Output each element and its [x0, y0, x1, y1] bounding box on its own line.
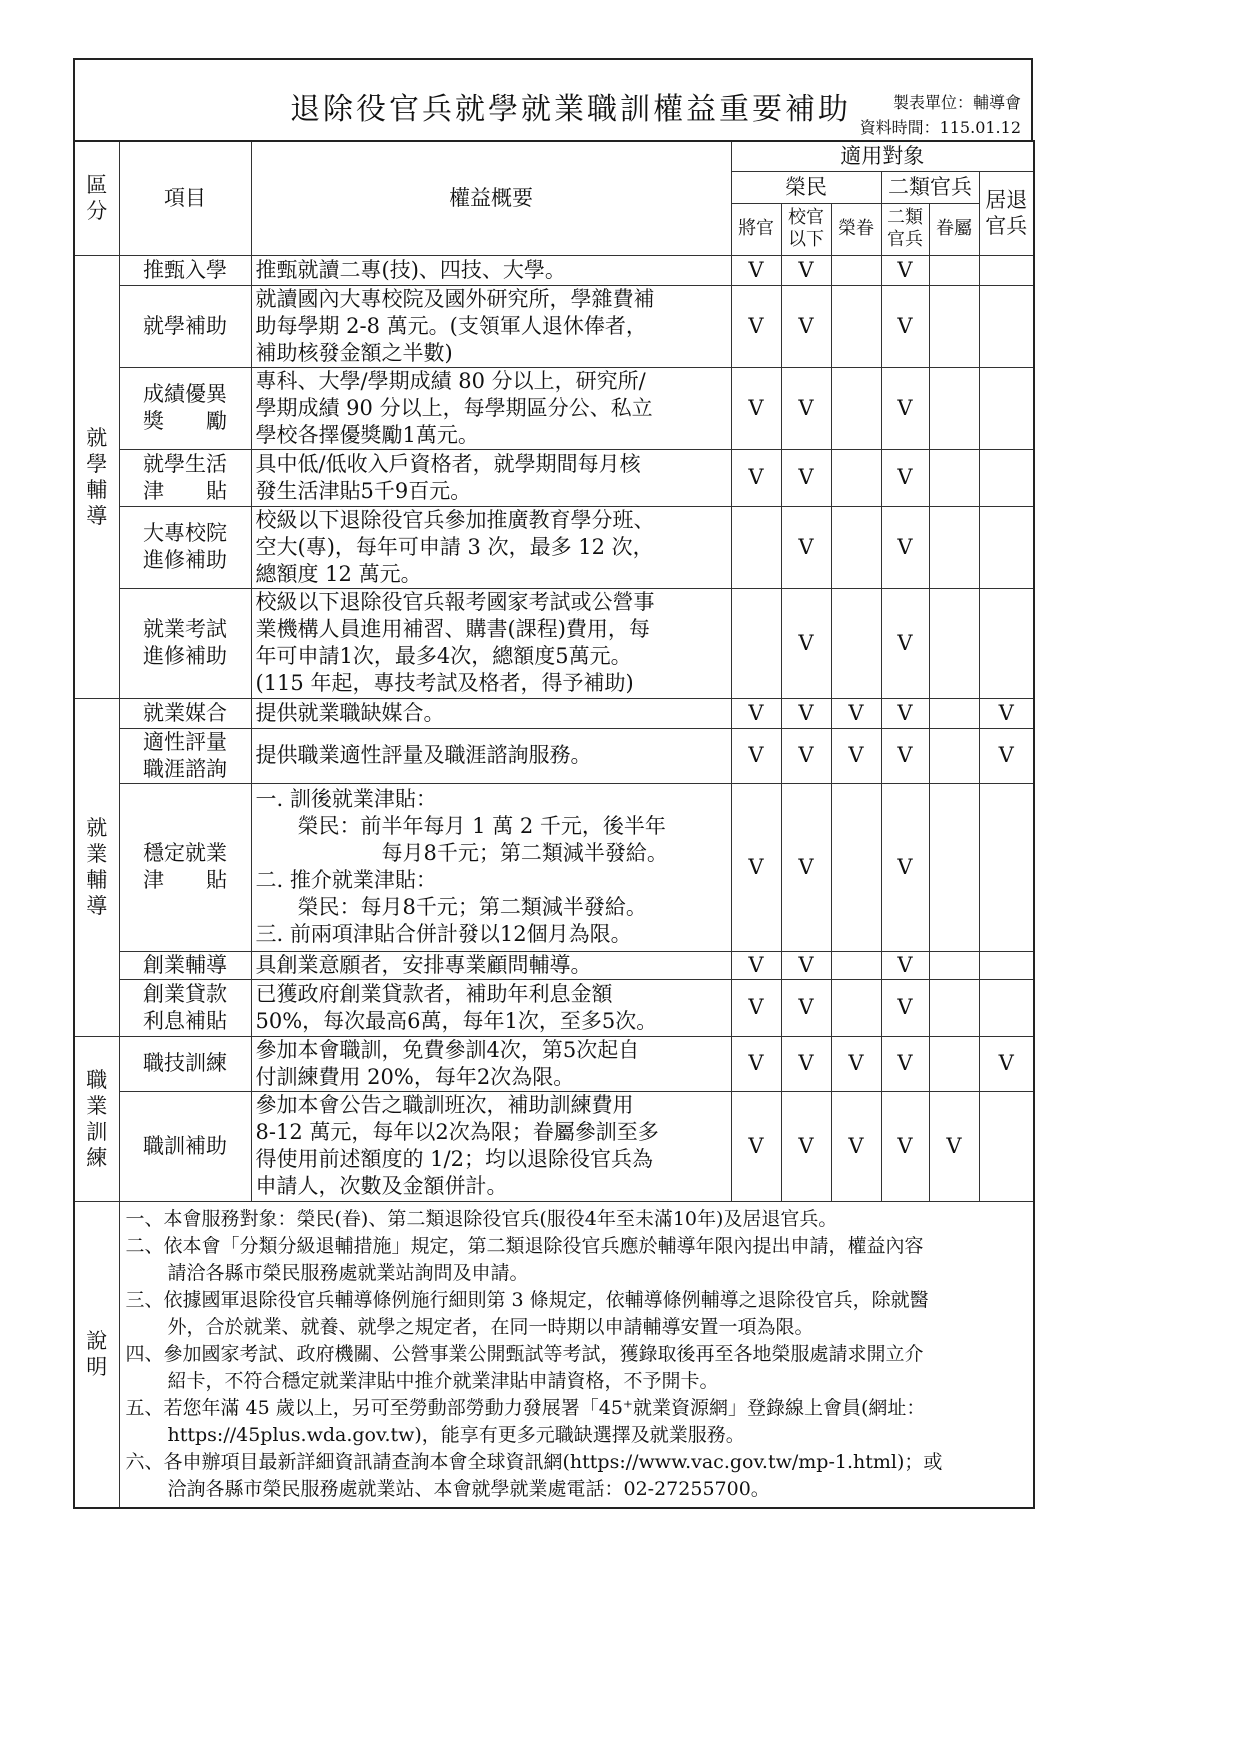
eligibility-mark — [831, 367, 881, 449]
header-veterans: 榮民 — [731, 171, 881, 203]
eligibility-mark: V — [781, 783, 831, 951]
eligibility-mark — [979, 1091, 1034, 1201]
header-col — [831, 203, 881, 255]
benefit-summary — [251, 951, 731, 979]
note-line: 四、參加國家考試、政府機關、公營事業公開甄試等考試，獲錄取後再至各地榮服處請求開立介 — [125, 1342, 924, 1365]
notes-content — [119, 1201, 1034, 1508]
summary-line: 空大(專)，每年可申請 3 次，最多 12 次， — [255, 534, 654, 559]
eligibility-mark — [929, 728, 979, 783]
table-row — [74, 506, 1034, 588]
summary-line: 提供就業職缺媒合。 — [255, 700, 445, 725]
eligibility-mark — [929, 449, 979, 506]
item-line: 進修補助 — [143, 644, 227, 668]
header-col — [929, 203, 979, 255]
table-row — [74, 783, 1034, 951]
eligibility-mark: V — [731, 255, 781, 285]
eligibility-mark: V — [881, 588, 929, 698]
eligibility-mark: V — [781, 367, 831, 449]
item-name — [119, 506, 251, 588]
summary-line: 申請人，次數及金額併計。 — [255, 1174, 508, 1198]
summary-line: 發生活津貼5千9百元。 — [255, 478, 472, 503]
header-col-line: 校官 — [788, 207, 824, 228]
note-line: 外，合於就業、就養、就學之規定者，在同一時期以申請輔導安置一項為限。 — [167, 1315, 814, 1338]
item-line: 推甄入學 — [143, 257, 227, 282]
eligibility-mark — [831, 783, 881, 951]
eligibility-mark — [979, 506, 1034, 588]
header-col-line: 官兵 — [887, 229, 923, 250]
summary-line: 一. 訓後就業津貼： — [255, 787, 437, 811]
document-sheet — [73, 58, 1033, 1509]
summary-line: 8-12 萬元，每年以2次為限；眷屬參訓至多 — [255, 1120, 659, 1144]
eligibility-mark: V — [731, 728, 781, 783]
summary-line: 榮民：每月8千元；第二類減半發給。 — [255, 895, 647, 919]
table-row — [74, 979, 1034, 1036]
page-title: 退除役官兵就學就業職訓權益重要補助 — [290, 92, 851, 127]
summary-line: (115 年起，專技考試及格者，得予補助) — [255, 671, 634, 695]
item-name — [119, 449, 251, 506]
table-row — [74, 449, 1034, 506]
eligibility-mark: V — [831, 698, 881, 728]
item-line: 就業考試 — [143, 617, 227, 641]
eligibility-mark: V — [881, 979, 929, 1036]
item-line: 大專校院 — [143, 521, 227, 545]
note-line: 一、本會服務對象：榮民(眷)、第二類退除役官兵(服役4年至未滿10年)及居退官兵。 — [125, 1207, 838, 1230]
item-line: 獎 勵 — [143, 409, 227, 433]
item-line: 成績優異 — [143, 382, 227, 406]
header-retired-line: 居退 — [985, 188, 1028, 212]
eligibility-mark — [979, 588, 1034, 698]
benefits-table — [73, 140, 1035, 1509]
eligibility-mark — [929, 783, 979, 951]
summary-line: 學期成績 90 分以上，每學期區分公、私立 — [255, 395, 653, 420]
eligibility-mark: V — [781, 698, 831, 728]
summary-line: 榮民：前半年每月 1 萬 2 千元，後半年 — [255, 814, 666, 838]
item-line: 職訓補助 — [143, 1133, 227, 1158]
eligibility-mark — [731, 506, 781, 588]
eligibility-mark: V — [781, 1036, 831, 1091]
header-item: 項目 — [119, 141, 251, 255]
summary-line: 就讀國內大專校院及國外研究所，學雜費補 — [255, 286, 655, 311]
item-name — [119, 1036, 251, 1091]
header-col — [731, 203, 781, 255]
benefit-summary — [251, 783, 731, 951]
item-line: 進修補助 — [143, 548, 227, 572]
summary-line: 助每學期 2-8 萬元。(支領軍人退休俸者， — [255, 313, 647, 338]
header-second-class: 二類官兵 — [881, 171, 979, 203]
eligibility-mark: V — [781, 588, 831, 698]
eligibility-mark: V — [731, 367, 781, 449]
eligibility-mark: V — [831, 728, 881, 783]
header-col-line: 將官 — [738, 218, 774, 239]
eligibility-mark: V — [731, 285, 781, 367]
eligibility-mark: V — [731, 1036, 781, 1091]
eligibility-mark: V — [881, 285, 929, 367]
eligibility-mark: V — [781, 449, 831, 506]
header-category: 區分 — [74, 141, 119, 255]
eligibility-mark — [929, 255, 979, 285]
table-row — [74, 255, 1034, 285]
benefit-summary — [251, 449, 731, 506]
eligibility-mark: V — [881, 255, 929, 285]
header-retired — [979, 171, 1034, 255]
eligibility-mark: V — [781, 285, 831, 367]
notes-label — [74, 1201, 119, 1508]
eligibility-mark: V — [881, 506, 929, 588]
item-line: 津 貼 — [143, 478, 227, 503]
item-name — [119, 367, 251, 449]
header-col — [881, 203, 929, 255]
eligibility-mark — [831, 506, 881, 588]
header-col-line: 二類 — [887, 207, 923, 228]
eligibility-mark — [731, 588, 781, 698]
eligibility-mark — [831, 951, 881, 979]
eligibility-mark: V — [781, 255, 831, 285]
summary-line: 得使用前述額度的 1/2；均以退除役官兵為 — [255, 1147, 653, 1171]
section-name: 職業訓練 — [86, 1067, 108, 1170]
table-row — [74, 1091, 1034, 1201]
table-row — [74, 1036, 1034, 1091]
eligibility-mark — [979, 951, 1034, 979]
eligibility-mark: V — [881, 728, 929, 783]
summary-line: 已獲政府創業貸款者，補助年利息金額 — [255, 981, 613, 1006]
table-row — [74, 367, 1034, 449]
benefit-summary — [251, 698, 731, 728]
note-line: https://45plus.wda.gov.tw)，能享有更多元職缺選擇及就業服務。 — [167, 1423, 745, 1446]
item-line: 職技訓練 — [143, 1051, 227, 1075]
summary-line: 學校各擇優獎勵1萬元。 — [255, 422, 479, 447]
eligibility-mark — [979, 255, 1034, 285]
eligibility-mark: V — [731, 951, 781, 979]
eligibility-mark — [831, 449, 881, 506]
eligibility-mark — [979, 783, 1034, 951]
eligibility-mark: V — [731, 783, 781, 951]
summary-line: 推甄就讀二專(技)、四技、大學。 — [255, 257, 566, 282]
note-line: 三、依據國軍退除役官兵輔導條例施行細則第 3 條規定，依輔導條例輔導之退除役官兵，除就醫 — [125, 1288, 929, 1311]
eligibility-mark — [979, 449, 1034, 506]
summary-line: 具創業意願者，安排專業顧問輔導。 — [255, 952, 592, 977]
item-line: 職涯諮詢 — [143, 756, 227, 781]
eligibility-mark: V — [881, 1036, 929, 1091]
eligibility-mark: V — [881, 1091, 929, 1201]
eligibility-mark — [929, 951, 979, 979]
item-line: 創業輔導 — [143, 952, 227, 977]
issuing-unit: 製表單位：輔導會 — [892, 93, 1021, 112]
summary-line: 年可申請1次，最多4次，總額度5萬元。 — [255, 644, 632, 668]
benefit-summary — [251, 728, 731, 783]
eligibility-mark — [929, 588, 979, 698]
eligibility-mark: V — [731, 1091, 781, 1201]
eligibility-mark — [929, 698, 979, 728]
item-line: 利息補貼 — [143, 1008, 227, 1033]
item-name — [119, 979, 251, 1036]
summary-line: 二. 推介就業津貼： — [255, 868, 437, 892]
note-line: 紹卡，不符合穩定就業津貼中推介就業津貼申請資格，不予開卡。 — [167, 1369, 719, 1392]
table-row — [74, 588, 1034, 698]
section-1 — [74, 255, 119, 698]
summary-line: 參加本會公告之職訓班次，補助訓練費用 — [255, 1093, 634, 1117]
eligibility-mark — [979, 367, 1034, 449]
benefit-summary — [251, 1036, 731, 1091]
header-col-line: 眷屬 — [936, 218, 972, 239]
item-line: 適性評量 — [143, 729, 227, 754]
eligibility-mark: V — [731, 449, 781, 506]
eligibility-mark: V — [831, 1036, 881, 1091]
eligibility-mark: V — [731, 979, 781, 1036]
summary-line: 付訓練費用 20%，每年2次為限。 — [255, 1064, 575, 1089]
eligibility-mark: V — [979, 1036, 1034, 1091]
eligibility-mark: V — [979, 698, 1034, 728]
note-line: 五、若您年滿 45 歲以上，另可至勞動部勞動力發展署「45⁺就業資源網」登錄線上會員(網址： — [125, 1396, 926, 1419]
summary-line: 參加本會職訓，免費參訓4次，第5次起自 — [255, 1037, 640, 1062]
benefit-summary — [251, 979, 731, 1036]
item-line: 就學生活 — [143, 451, 227, 476]
benefit-summary — [251, 285, 731, 367]
item-line: 就學補助 — [143, 313, 227, 338]
table-row — [74, 951, 1034, 979]
eligibility-mark: V — [831, 1091, 881, 1201]
eligibility-mark: V — [881, 951, 929, 979]
benefit-summary — [251, 1091, 731, 1201]
header-col-line: 以下 — [788, 229, 824, 250]
header-summary: 權益概要 — [251, 141, 731, 255]
summary-line: 50%，每次最高6萬，每年1次，至多5次。 — [255, 1008, 658, 1033]
summary-line: 總額度 12 萬元。 — [255, 561, 422, 586]
table-row — [74, 698, 1034, 728]
section-2 — [74, 698, 119, 1036]
eligibility-mark — [831, 979, 881, 1036]
header-retired-line: 官兵 — [985, 214, 1028, 238]
benefit-summary — [251, 367, 731, 449]
summary-line: 業機構人員進用補習、購書(課程)費用，每 — [255, 617, 650, 641]
eligibility-mark — [831, 285, 881, 367]
summary-line: 校級以下退除役官兵報考國家考試或公營事 — [255, 590, 655, 614]
item-line: 穩定就業 — [143, 841, 227, 865]
section-3 — [74, 1036, 119, 1201]
header-col-line: 榮眷 — [838, 218, 874, 239]
header-applicable: 適用對象 — [731, 141, 1034, 171]
note-line: 六、各申辦項目最新詳細資訊請查詢本會全球資訊網(https://www.vac.gov.tw/mp-1.html)；或 — [125, 1450, 943, 1473]
eligibility-mark — [929, 506, 979, 588]
eligibility-mark — [831, 255, 881, 285]
eligibility-mark: V — [781, 1091, 831, 1201]
eligibility-mark: V — [781, 979, 831, 1036]
item-line: 津 貼 — [143, 868, 227, 892]
eligibility-mark — [929, 285, 979, 367]
item-name — [119, 588, 251, 698]
summary-line: 專科、大學/學期成績 80 分以上，研究所/ — [255, 368, 646, 393]
eligibility-mark: V — [979, 728, 1034, 783]
section-name: 就學輔導 — [86, 425, 108, 528]
eligibility-mark: V — [881, 367, 929, 449]
eligibility-mark — [929, 1036, 979, 1091]
eligibility-mark: V — [781, 951, 831, 979]
eligibility-mark: V — [781, 728, 831, 783]
table-row — [74, 728, 1034, 783]
title-box — [73, 58, 1033, 140]
item-name — [119, 783, 251, 951]
eligibility-mark — [979, 285, 1034, 367]
note-line: 二、依本會「分類分級退輔措施」規定，第二類退除役官兵應於輔導年限內提出申請，權益內容 — [125, 1234, 924, 1257]
summary-line: 提供職業適性評量及職涯諮詢服務。 — [255, 743, 592, 767]
eligibility-mark: V — [881, 783, 929, 951]
note-line: 洽詢各縣市榮民服務處就業站、本會就學就業處電話：02-27255700。 — [167, 1477, 770, 1500]
eligibility-mark: V — [731, 698, 781, 728]
eligibility-mark: V — [881, 449, 929, 506]
eligibility-mark: V — [929, 1091, 979, 1201]
eligibility-mark — [929, 367, 979, 449]
item-line: 創業貸款 — [143, 981, 227, 1006]
eligibility-mark: V — [881, 698, 929, 728]
data-date: 資料時間：115.01.12 — [859, 118, 1021, 137]
eligibility-mark — [831, 588, 881, 698]
summary-line: 補助核發金額之半數) — [255, 340, 453, 365]
item-line: 就業媒合 — [143, 700, 227, 725]
summary-line: 每月8千元；第二類減半發給。 — [255, 841, 668, 865]
summary-line: 具中低/低收入戶資格者，就學期間每月核 — [255, 451, 641, 476]
item-name — [119, 1091, 251, 1201]
eligibility-mark: V — [781, 506, 831, 588]
benefit-summary — [251, 506, 731, 588]
table-row — [74, 285, 1034, 367]
item-name — [119, 285, 251, 367]
summary-line: 三. 前兩項津貼合併計發以12個月為限。 — [255, 922, 632, 946]
item-name — [119, 255, 251, 285]
notes-row — [74, 1201, 1034, 1508]
summary-line: 校級以下退除役官兵參加推廣教育學分班、 — [255, 507, 655, 532]
benefit-summary — [251, 255, 731, 285]
eligibility-mark — [979, 979, 1034, 1036]
eligibility-mark — [929, 979, 979, 1036]
section-name: 就業輔導 — [86, 816, 108, 918]
item-name — [119, 728, 251, 783]
item-name — [119, 698, 251, 728]
header-col — [781, 203, 831, 255]
benefit-summary — [251, 588, 731, 698]
item-name — [119, 951, 251, 979]
notes-label-text: 說明 — [86, 1329, 108, 1379]
note-line: 請洽各縣市榮民服務處就業站詢問及申請。 — [167, 1261, 529, 1284]
